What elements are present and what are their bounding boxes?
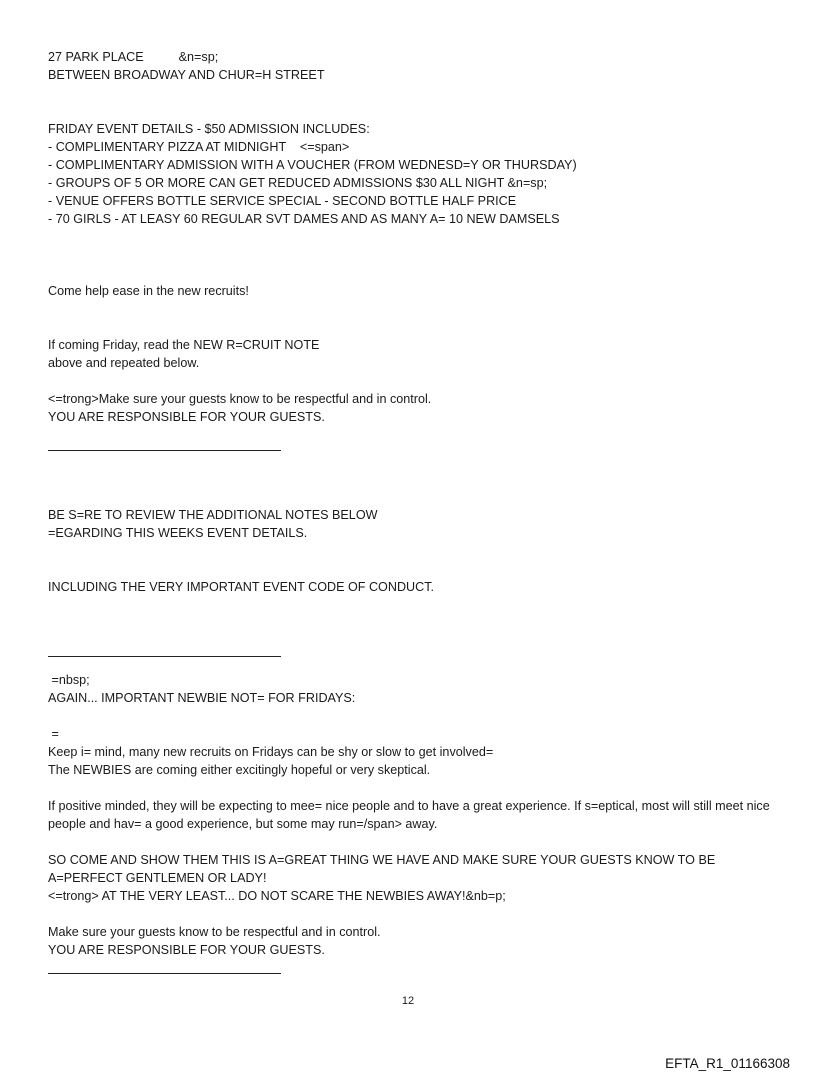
review-line-2: =EGARDING THIS WEEKS EVENT DETAILS. xyxy=(48,526,308,540)
event-item: - COMPLIMENTARY PIZZA AT MIDNIGHT <=span> xyxy=(48,140,350,154)
event-item: - VENUE OFFERS BOTTLE SERVICE SPECIAL - SECOND BOTTLE HALF PRICE xyxy=(48,194,517,208)
document-body xyxy=(48,48,788,974)
recruit-note-line-2: above and repeated below. xyxy=(48,356,200,370)
respect-line-2: YOU ARE RESPONSIBLE FOR YOUR GUESTS. xyxy=(48,410,325,424)
newbie-line-1: Keep i= mind, many new recruits on Fridays can be shy or slow to get involved= xyxy=(48,745,494,759)
event-heading: FRIDAY EVENT DETAILS - $50 ADMISSION INCLUDES: xyxy=(48,122,370,136)
respect-line-1: <=trong>Make sure your guests know to be respectful and in control. xyxy=(48,392,432,406)
newbie-paragraph: If positive minded, they will be expecting to mee= nice people and to have a great experience. If s=eptical, most will still meet nice people and hav= a good experience, but some may run=/span> away. xyxy=(48,799,770,831)
divider xyxy=(48,973,281,974)
review-line-1: BE S=RE TO REVIEW THE ADDITIONAL NOTES BELOW xyxy=(48,508,378,522)
show-paragraph: SO COME AND SHOW THEM THIS IS A=GREAT THING WE HAVE AND MAKE SURE YOUR GUESTS KNOW TO BE A=PERFECT GENTLEMEN OR LADY! xyxy=(48,853,716,885)
invite-text: Come help ease in the new recruits! xyxy=(48,284,249,298)
page-number: 12 xyxy=(401,995,415,1007)
event-item: - 70 GIRLS - AT LEASY 60 REGULAR SVT DAMES AND AS MANY A= 10 NEW DAMSELS xyxy=(48,212,560,226)
newbie-line-2: The NEWBIES are coming either excitingly hopeful or very skeptical. xyxy=(48,763,431,777)
respect-line-2: YOU ARE RESPONSIBLE FOR YOUR GUESTS. xyxy=(48,943,325,957)
scare-line: <=trong> AT THE VERY LEAST... DO NOT SCARE THE NEWBIES AWAY!&nb=p; xyxy=(48,889,506,903)
address-line-2: BETWEEN BROADWAY AND CHUR=H STREET xyxy=(48,68,325,82)
event-item: - COMPLIMENTARY ADMISSION WITH A VOUCHER (FROM WEDNESD=Y OR THURSDAY) xyxy=(48,158,577,172)
eq-line: = xyxy=(48,727,59,741)
address-line-1: 27 PARK PLACE &n=sp; xyxy=(48,50,219,64)
respect-line-1: Make sure your guests know to be respectful and in control. xyxy=(48,925,381,939)
conduct-line: INCLUDING THE VERY IMPORTANT EVENT CODE OF CONDUCT. xyxy=(48,580,435,594)
newbie-heading: AGAIN... IMPORTANT NEWBIE NOT= FOR FRIDAYS: xyxy=(48,691,356,705)
nbsp-line: =nbsp; xyxy=(48,673,90,687)
recruit-note-line-1: If coming Friday, read the NEW R=CRUIT NOTE xyxy=(48,338,320,352)
bates-number: EFTA_R1_01166308 xyxy=(665,1056,790,1071)
event-item: - GROUPS OF 5 OR MORE CAN GET REDUCED ADMISSIONS $30 ALL NIGHT &n=sp; xyxy=(48,176,548,190)
